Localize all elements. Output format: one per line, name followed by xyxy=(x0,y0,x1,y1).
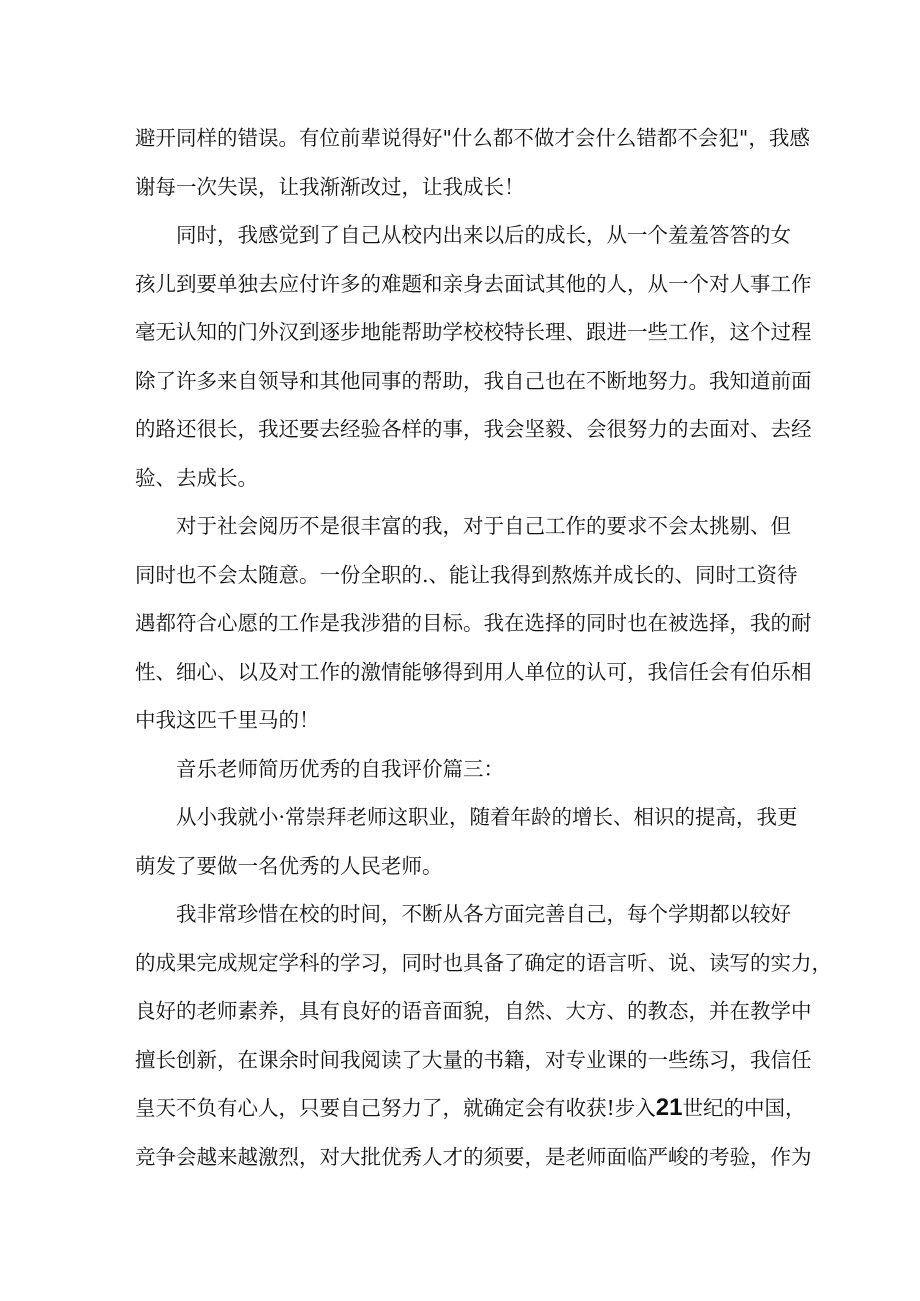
text-segment: 世纪的中国， xyxy=(682,1096,806,1120)
text-line: 萌发了要做一名优秀的人民老师。 xyxy=(135,853,443,878)
section-heading: 音乐老师简历优秀的自我评价篇三： xyxy=(176,756,504,781)
text-line: 同时也不会太随意。一份全职的.、能让我得到熬炼并成长的、同时工资待 xyxy=(135,562,798,587)
text-line: 良好的老师素养，具有良好的语音面貌，自然、大方、的教态，并在教学中 xyxy=(135,999,812,1023)
paragraph-start-line: 我非常珍惜在校的时间，不断从各方面完善自己，每个学期都以较好 xyxy=(176,902,791,926)
century-number: 21 xyxy=(655,1094,683,1121)
text-segment: 皇天不负有心人，只要自己努力了，就确定会有收获!步入 xyxy=(135,1096,656,1120)
text-line: 避开同样的错误。有位前辈说得好"什么都不做才会什么错都不会犯"，我感 xyxy=(135,126,810,150)
text-line: 谢每一次失误，让我渐渐改过，让我成长！ xyxy=(135,174,525,199)
text-line: 性、细心、以及对工作的激情能够得到用人单位的认可，我信任会有伯乐相 xyxy=(135,659,812,684)
text-line: 的路还很长，我还要去经验各样的事，我会坚毅、会很努力的去面对、去经 xyxy=(135,417,812,441)
paragraph-start-line: 对于社会阅历不是很丰富的我，对于自己工作的要求不会太挑剔、但 xyxy=(176,514,791,538)
text-line: 的成果完成规定学科的学习，同时也具备了确定的语言听、说、读写的实力， xyxy=(135,950,832,975)
text-line: 擅长创新，在课余时间我阅读了大量的书籍，对专业课的一些练习，我信任 xyxy=(135,1047,812,1072)
text-line: 孩儿到要单独去应付许多的难题和亲身去面试其他的人，从一个对人事工作 xyxy=(135,271,812,296)
text-line-with-number xyxy=(135,1084,806,1133)
paragraph-start-line: 同时，我感觉到了自己从校内出来以后的成长，从一个羞羞答答的女 xyxy=(176,223,791,247)
text-line: 竞争会越来越激烈，对大批优秀人才的须要，是老师面临严峻的考验，作为 xyxy=(135,1144,812,1169)
text-line: 除了许多来自领导和其他同事的帮助，我自己也在不断地努力。我知道前面 xyxy=(135,368,812,393)
paragraph-start-line: 从小我就小·常崇拜老师这职业，随着年龄的增长、相识的提高，我更 xyxy=(176,805,798,829)
text-line: 遇都符合心愿的工作是我涉猎的目标。我在选择的同时也在被选择，我的耐 xyxy=(135,611,812,635)
text-line: 中我这匹千里马的！ xyxy=(135,708,320,732)
document-body xyxy=(135,114,832,1181)
text-line: 毫无认知的门外汉到逐步地能帮助学校校特长理、跟进一些工作，这个过程 xyxy=(135,320,812,344)
text-line: 验、去成长。 xyxy=(135,465,258,490)
